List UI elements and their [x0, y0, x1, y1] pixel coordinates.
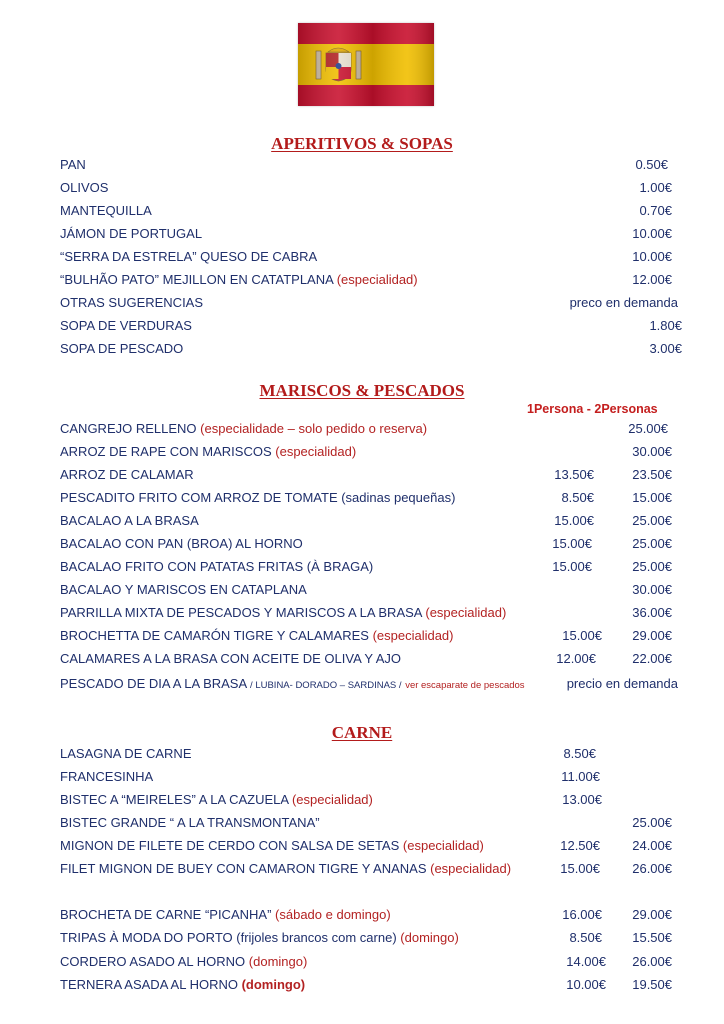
price-2-persons: 25.00€ [628, 421, 668, 436]
item-name [60, 789, 373, 811]
item-name: BISTEC GRANDE “ A LA TRANSMONTANA” [60, 815, 320, 830]
price-1-person: 13.50€ [554, 467, 594, 482]
item-name: BACALAO A LA BRASA [60, 513, 199, 528]
menu-item [0, 246, 724, 268]
item-name-text: MIGNON DE FILETE DE CERDO CON SALSA DE SETAS [60, 838, 400, 853]
menu-item [0, 487, 724, 509]
menu-item [0, 974, 724, 996]
item-name [60, 927, 459, 949]
price-2-persons: 25.00€ [632, 513, 672, 528]
price-1-person: 11.00€ [561, 769, 600, 784]
flag-icon [298, 23, 434, 106]
price-2-persons: 24.00€ [632, 838, 672, 853]
menu-item [0, 766, 724, 788]
menu-item [0, 858, 724, 880]
item-name: PAN [60, 157, 86, 172]
price-2-persons: 29.00€ [632, 628, 672, 643]
menu-item [0, 200, 724, 222]
menu-item [0, 602, 724, 624]
item-name-text: BROCHETTA DE CAMARÓN TIGRE Y CALAMARES [60, 628, 369, 643]
item-note: (domingo) [248, 954, 308, 969]
item-name: BACALAO Y MARISCOS EN CATAPLANA [60, 582, 307, 597]
item-name [60, 974, 305, 996]
price-2-persons: 30.00€ [632, 444, 672, 459]
item-price: 1.00€ [639, 180, 672, 195]
item-name [60, 625, 454, 647]
item-name [60, 858, 511, 880]
price-1-person: 13.00€ [562, 792, 602, 807]
menu-item [0, 533, 724, 555]
item-name-text: CANGREJO RELLENO [60, 421, 197, 436]
price-2-persons: 26.00€ [632, 861, 672, 876]
item-price: 0.70€ [639, 203, 672, 218]
item-name-text: TRIPAS À MODA DO PORTO (frijoles brancos com carne) [60, 930, 397, 945]
section-title-aperitivos: APERITIVOS & SOPAS [271, 134, 453, 153]
price-2-persons: 25.00€ [632, 559, 672, 574]
item-note: (sábado e domingo) [275, 907, 391, 922]
item-note: (especialidad) [291, 792, 373, 807]
section-title-carne: CARNE [331, 723, 393, 742]
item-price: precio en demanda [566, 676, 678, 691]
item-name [60, 904, 391, 926]
menu-item [0, 510, 724, 532]
item-price: 3.00€ [649, 341, 682, 356]
item-note: (especialidad) [372, 628, 454, 643]
item-name: ARROZ DE CALAMAR [60, 467, 194, 482]
item-name [60, 441, 356, 463]
price-1-person: 12.50€ [560, 838, 600, 853]
price-2-persons: 29.00€ [632, 907, 672, 922]
item-name-text: ARROZ DE RAPE CON MARISCOS [60, 444, 272, 459]
item-name-text: “BULHÃO PATO” MEJILLON EN CATATPLANA [60, 272, 334, 287]
menu-item [0, 789, 724, 811]
item-name-text: BISTEC A “MEIRELES” A LA CAZUELA [60, 792, 289, 807]
item-price: 12.00€ [632, 272, 672, 287]
item-name-text: CORDERO ASADO AL HORNO [60, 954, 246, 969]
item-name-text: PESCADO DE DIA A LA BRASA [60, 676, 247, 691]
menu-item [0, 223, 724, 245]
item-name: LASAGNA DE CARNE [60, 746, 192, 761]
price-1-person: 15.00€ [560, 861, 600, 876]
price-2-persons: 22.00€ [632, 651, 672, 666]
item-name [60, 418, 427, 440]
price-2-persons: 36.00€ [632, 605, 672, 620]
price-1-person: 8.50€ [561, 490, 594, 505]
item-name: BACALAO FRITO CON PATATAS FRITAS (À BRAGA) [60, 559, 374, 574]
item-note: (domingo) [241, 977, 306, 992]
item-name-text: TERNERA ASADA AL HORNO [60, 977, 238, 992]
price-1-person: 16.00€ [562, 907, 602, 922]
item-name: OTRAS SUGERENCIAS [60, 295, 204, 310]
menu-item [0, 177, 724, 199]
item-price: 0.50€ [635, 157, 668, 172]
item-name: BACALAO CON PAN (BROA) AL HORNO [60, 536, 303, 551]
spanish-flag [298, 23, 434, 106]
menu-item [0, 904, 724, 926]
item-name: FRANCESINHA [60, 769, 154, 784]
menu-item [0, 292, 724, 314]
item-price: preco en demanda [569, 295, 678, 310]
menu-item [0, 812, 724, 834]
price-1-person: 15.00€ [552, 559, 592, 574]
item-name: CALAMARES A LA BRASA CON ACEITE DE OLIVA Y AJO [60, 651, 402, 666]
item-note: (especialidad) [430, 861, 512, 876]
price-2-persons: 15.50€ [632, 930, 672, 945]
item-small-note-red: ver escaparate de pescados [405, 680, 525, 691]
menu-item [0, 835, 724, 857]
item-note: (especialidad) [336, 272, 418, 287]
persons-column-header: 1Persona - 2Personas [527, 402, 658, 416]
price-1-person: 8.50€ [563, 746, 596, 761]
item-name-text: BROCHETA DE CARNE “PICANHA” [60, 907, 272, 922]
item-name: SOPA DE VERDURAS [60, 318, 192, 333]
item-note: (especialidad) [275, 444, 357, 459]
price-1-person: 10.00€ [566, 977, 606, 992]
menu-item [0, 418, 724, 440]
price-1-person: 12.00€ [556, 651, 596, 666]
menu-item [0, 625, 724, 647]
menu-item [0, 269, 724, 291]
menu-item [0, 464, 724, 486]
price-2-persons: 26.00€ [632, 954, 672, 969]
menu-item [0, 743, 724, 765]
menu-item [0, 648, 724, 670]
item-name [60, 673, 525, 697]
price-1-person: 15.00€ [554, 513, 594, 528]
item-name: SOPA DE PESCADO [60, 341, 184, 356]
price-2-persons: 19.50€ [632, 977, 672, 992]
menu-item [0, 579, 724, 601]
price-2-persons: 25.00€ [632, 815, 672, 830]
section-title-mariscos: MARISCOS & PESCADOS [259, 381, 465, 400]
price-2-persons: 25.00€ [632, 536, 672, 551]
item-name [60, 602, 506, 624]
menu-item [0, 441, 724, 463]
price-1-person: 15.00€ [552, 536, 592, 551]
item-small-note: / LUBINA- DORADO – SARDINAS / [250, 680, 402, 691]
menu-item [0, 951, 724, 973]
item-name-text: PARRILLA MIXTA DE PESCADOS Y MARISCOS A LA BRASA [60, 605, 422, 620]
item-name: “SERRA DA ESTRELA” QUESO DE CABRA [60, 249, 318, 264]
menu-item [0, 154, 724, 176]
item-note: (domingo) [400, 930, 459, 945]
menu-item [0, 338, 724, 360]
item-name [60, 951, 307, 973]
item-price: 10.00€ [632, 226, 672, 241]
item-name: PESCADITO FRITO COM ARROZ DE TOMATE (sadinas pequeñas) [60, 490, 456, 505]
price-1-person: 14.00€ [566, 954, 606, 969]
item-name: MANTEQUILLA [60, 203, 152, 218]
price-1-person: 15.00€ [562, 628, 602, 643]
menu-item [0, 673, 724, 695]
item-name [60, 269, 418, 291]
price-2-persons: 30.00€ [632, 582, 672, 597]
item-price: 1.80€ [649, 318, 682, 333]
item-note: (especialidade – solo pedido o reserva) [200, 421, 428, 436]
price-2-persons: 15.00€ [632, 490, 672, 505]
item-name-text: FILET MIGNON DE BUEY CON CAMARON TIGRE Y ANANAS [60, 861, 427, 876]
item-name [60, 835, 484, 857]
price-1-person: 8.50€ [569, 930, 602, 945]
item-name: JÁMON DE PORTUGAL [60, 226, 203, 241]
menu-item [0, 556, 724, 578]
item-name: OLIVOS [60, 180, 109, 195]
item-note: (especialidad) [402, 838, 484, 853]
menu-item [0, 927, 724, 949]
item-price: 10.00€ [632, 249, 672, 264]
menu-item [0, 315, 724, 337]
price-2-persons: 23.50€ [632, 467, 672, 482]
item-note: (especialidad) [425, 605, 507, 620]
